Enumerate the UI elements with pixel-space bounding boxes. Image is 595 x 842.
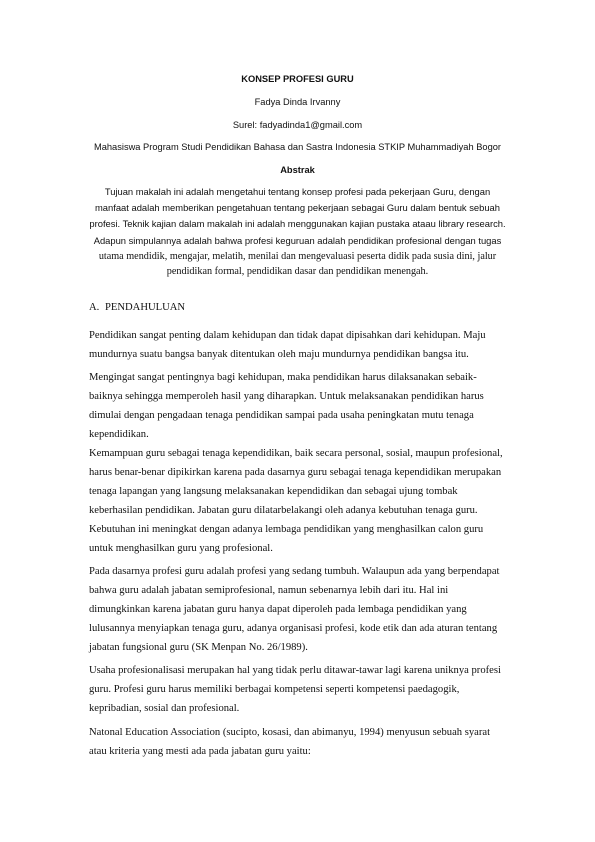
body-line: guru. Profesi guru harus memiliki berbagai kompetensi seperti kompetensi paedagogik, bbox=[89, 684, 460, 695]
body-line: lulusannya menyiapkan tenaga guru, adanya organisasi profesi, kode etik dan ada aturan tentang bbox=[89, 623, 498, 634]
abstract-line: utama mendidik, mengajar, melatih, menilai dan mengevaluasi peserta didik pada susia dini, jalur bbox=[98, 251, 497, 262]
abstract-line: profesi. Teknik kajian dalam makalah ini adalah menggunakan kajian pustaka ataau library research. bbox=[89, 218, 506, 229]
body-line: kepribadian, sosial dan profesional. bbox=[89, 703, 240, 714]
body-line: Kebutuhan ini meningkat dengan adanya lembaga pendidikan yang menghasilkan calon guru bbox=[89, 524, 484, 535]
abstract-line: Tujuan makalah ini adalah mengetahui tentang konsep profesi pada pekerjaan Guru, dengan bbox=[104, 186, 491, 197]
body-line: mundurnya suatu bangsa banyak ditentukan oleh maju mundurnya pendidikan bangsa itu. bbox=[89, 349, 469, 360]
section-number: A. bbox=[89, 302, 100, 313]
body-line: atau kriteria yang mesti ada pada jabatan guru yaitu: bbox=[89, 746, 311, 757]
body-line: Kemampuan guru sebagai tenaga kependidikan, baik secara personal, sosial, maupun profesional, bbox=[89, 448, 503, 459]
body-line: Usaha profesionalisasi merupakan hal yang tidak perlu ditawar-tawar lagi karena uniknya profesi bbox=[89, 665, 501, 676]
author-name: Fadya Dinda Irvanny bbox=[254, 97, 341, 107]
body-line: Pendidikan sangat penting dalam kehidupan dan tidak dapat dipisahkan dari kehidupan. Maju bbox=[89, 330, 486, 341]
abstract-line: pendidikan formal, pendidikan dasar dan pendidikan menengah. bbox=[166, 266, 429, 277]
body-line: Pada dasarnya profesi guru adalah profesi yang sedang tumbuh. Walaupun ada yang berpendapat bbox=[89, 566, 500, 577]
abstract-heading: Abstrak bbox=[280, 165, 315, 175]
section-title: PENDAHULUAN bbox=[105, 302, 186, 313]
body-line: jabatan fungsional guru (SK Menpan No. 26/1989). bbox=[89, 642, 308, 653]
body-line: harus benar-benar dipikirkan karena pada dasarnya guru sebagai tenaga kependidikan merupakan bbox=[89, 467, 502, 478]
body-line: keberhasilan pendidikan. Jabatan guru dilatarbelakangi oleh adanya kebutuhan tenaga guru. bbox=[89, 505, 478, 516]
body-line: baiknya sehingga memperoleh hasil yang diharapkan. Untuk melaksanakan pendidikan harus bbox=[89, 391, 484, 402]
author-email: Surel: fadyadinda1@gmail.com bbox=[232, 120, 363, 130]
author-affiliation: Mahasiswa Program Studi Pendidikan Bahasa dan Sastra Indonesia STKIP Muhammadiyah Bogor bbox=[93, 142, 502, 152]
abstract-line: manfaat adalah memberikan pengetahuan tentang pekerjaan sebagai Guru dalam bentuk sebuah bbox=[95, 202, 500, 213]
body-line: untuk menghasilkan guru yang profesional. bbox=[89, 543, 273, 554]
body-line: dimungkinkan karena jabatan guru hanya dapat diperoleh pada lembaga pendidikan yang bbox=[89, 604, 467, 615]
body-line: kependidikan. bbox=[89, 429, 149, 440]
body-line: bahwa guru adalah jabatan semiprofesional, namun sebenarnya lebih dari itu. Hal ini bbox=[89, 585, 449, 596]
section-heading bbox=[89, 302, 185, 313]
body-line: tenaga lapangan yang langsung melaksanakan kependidikan dan sebagai ujung tombak bbox=[89, 486, 458, 497]
paper-title: KONSEP PROFESI GURU bbox=[241, 74, 354, 84]
abstract-line: Adapun simpulannya adalah bahwa profesi keguruan adalah pendidikan profesional dengan tugas bbox=[93, 235, 502, 246]
body-line: Natonal Education Association (sucipto, kosasi, dan abimanyu, 1994) menyusun sebuah syarat bbox=[89, 727, 491, 738]
body-line: Mengingat sangat pentingnya bagi kehidupan, maka pendidikan harus dilaksanakan sebaik- bbox=[89, 372, 477, 383]
body-line: dimulai dengan pengadaan tenaga pendidikan sampai pada usaha peningkatan mutu tenaga bbox=[89, 410, 474, 421]
